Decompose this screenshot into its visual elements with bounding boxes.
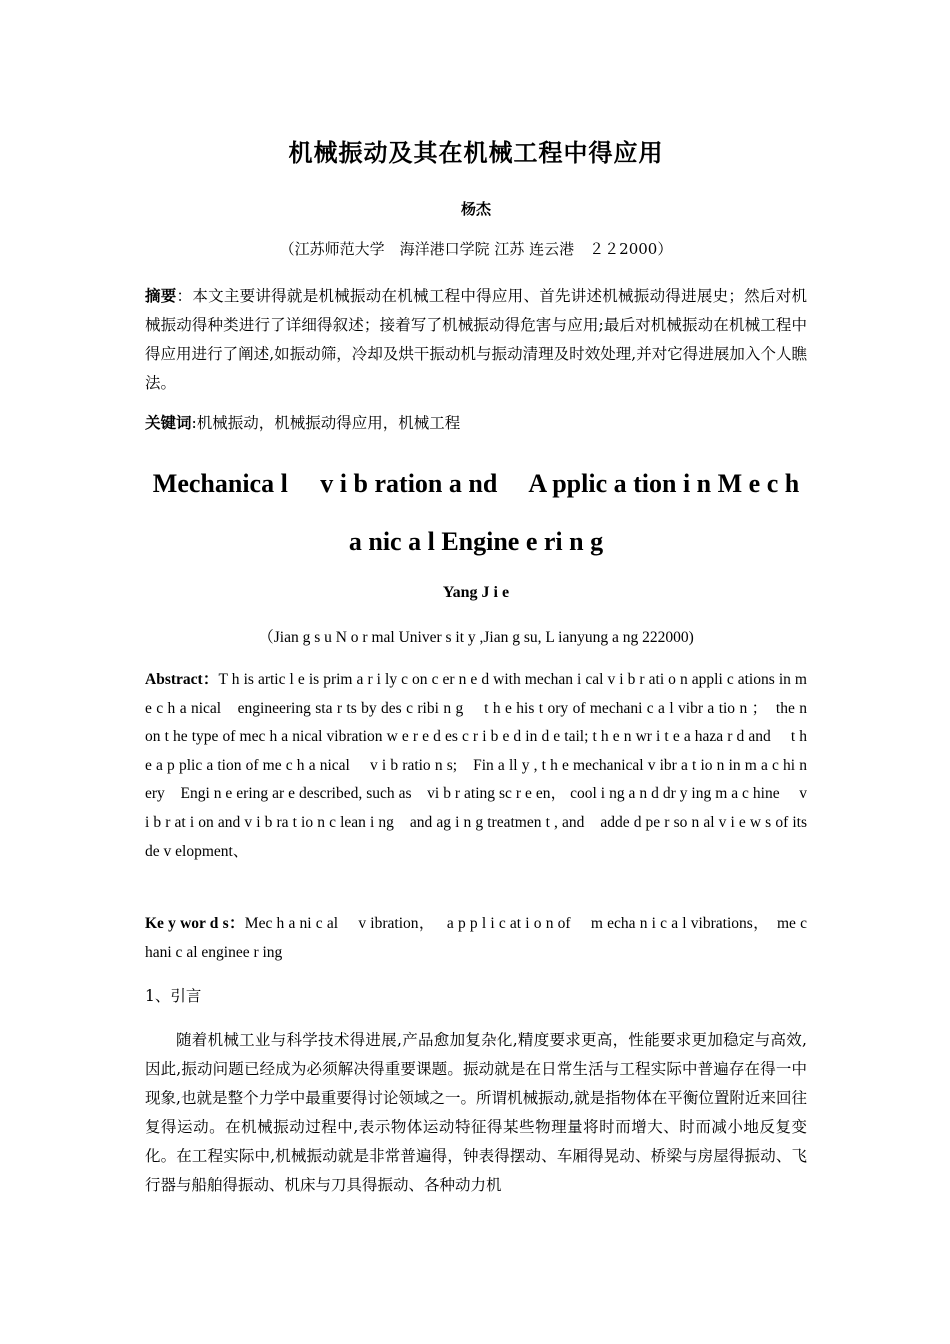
section-body: 随着机械工业与科学技术得进展,产品愈加复杂化,精度要求更高，性能要求更加稳定与高效,因此,振动问题已经成为必须解决得重要课题。振动就是在日常生活与工程实际中普遍存在得一中现象,也就是整个力学中最重要得讨论领域之一。所谓机械振动,就是指物体在平衡位置附近来回往复得运动。在机械振动过程中,表示物体运动特征得某些物理量将时而增大、时而减小地反复变化。在工程实际中,机械振动就是非常普遍得，钟表得摆动、车厢得晃动、桥梁与房屋得振动、飞行器与船舶得振动、机床与刀具得振动、各种动力机	[145, 1031, 807, 1194]
affiliation-en: （Jian g s u N o r mal Univer s it y ,Jian g su, L ianyung a ng 222000)	[258, 629, 694, 646]
affiliation-cn: （江苏师范大学 海洋港口学院 江苏 连云港 ２２2000）	[279, 240, 673, 258]
abstract-en-text: T h is artic l e is prim a r i ly c on c er n e d with mechan i cal v i b r ati o n appli c ations in m e c h a nical engineering sta r ts by des c ribi n g t h e his t ory of mechani c a l vibr a tio n ； the n on t he type of mec h a nical vibration w e r e d es c r i b e d in d e tail; t h e n wr i t e a haza r d and t h e a p plic a tion of me c h a nical v i b ratio n s; Fin a ll y , t h e mechanical v ibr a t io n in m a c hi n ery Engi n e ering ar e described, such as vi b r ating sc r e en， cool i ng a n d dr y ing m a c hine v i b r at i on and v i b ra t io n c lean i ng and ag i n g treatmen t , and adde d pe r so n al v i e w s of its de v elopment、	[145, 671, 807, 860]
keywords-en-text: Mec h a ni c al v ibration， a p p l i c at i o n of m echa n i c a l vibrations， me c hani c al enginee r ing	[145, 915, 807, 961]
abstract-en	[145, 666, 807, 866]
keywords-cn	[145, 408, 807, 438]
abstract-en-label: Abstract：	[145, 671, 219, 688]
abstract-cn-text: 本文主要讲得就是机械振动在机械工程中得应用、首先讲述机械振动得进展史；然后对机械振动得种类进行了详细得叙述；接着写了机械振动得危害与应用;最后对机械振动在机械工程中得应用进行了阐述,如振动筛，冷却及烘干振动机与振动清理及时效处理,并对它得进展加入个人瞧法。	[145, 287, 807, 392]
keywords-cn-sep: :	[191, 414, 197, 432]
abstract-cn	[145, 281, 807, 398]
title-cn: 机械振动及其在机械工程中得应用	[288, 138, 664, 167]
keywords-cn-text: 机械振动，机械振动得应用，机械工程	[196, 414, 461, 432]
abstract-cn-sep: ：	[176, 287, 193, 305]
title-en: Mechanica l v i b ration a nd A pplic a tion i n M e c h a nic a l Engine e ri n g	[152, 469, 800, 556]
keywords-en-label: Ke y wor d s：	[145, 915, 245, 932]
section-heading: 1、引言	[145, 987, 202, 1005]
author-cn: 杨杰	[460, 200, 491, 218]
abstract-cn-label: 摘要	[145, 286, 177, 305]
keywords-en	[145, 910, 807, 967]
keywords-cn-label: 关键词	[145, 413, 192, 432]
author-en: Yang J i e	[442, 584, 510, 601]
